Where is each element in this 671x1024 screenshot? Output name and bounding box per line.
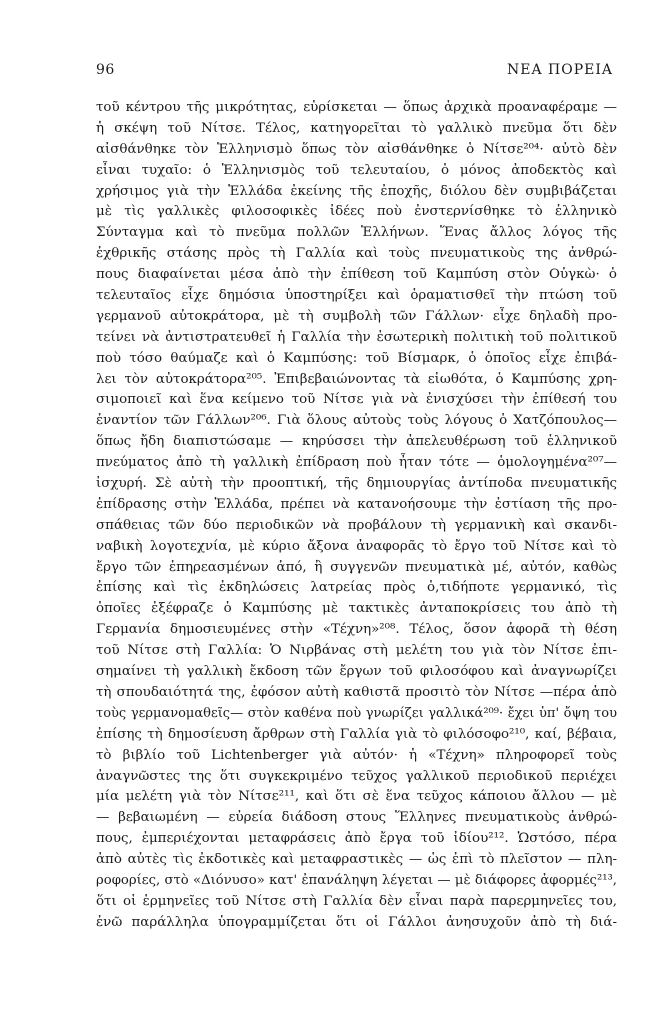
text-line: γερμανοῦ αὐτοκράτορα, μὲ τὴ συμβολὴ τῶν Γάλλων· εἶχε δηλαδὴ προ- [96, 308, 617, 324]
text-line: ἀπὸ αὐτὲς τὶς ἐκδοτικὲς καὶ μεταφραστικὲς — ὡς ἐπὶ τὸ πλεῖστον — πλη- [96, 852, 617, 868]
text-line: ἰσχυρή. Σὲ αὐτὴ τὴν προοπτική, τῆς δημιουργίας ἀντίποδα πνευματικῆς [96, 476, 617, 492]
text-line: χρήσιμος γιὰ τὴν Ἑλλάδα ἐκείνης τῆς ἐποχῆς, διόλου δὲν συμβιβάζεται [96, 183, 617, 199]
text-line: Σύνταγμα καὶ τὸ πνεῦμα πολλῶν Ἑλλήνων. Ἕνας ἄλλος λόγος τῆς [96, 225, 617, 241]
text-line: τὴ σπουδαιότητά της, ἐφόσον αὐτὴ καθιστᾶ προσιτὸ τὸν Νίτσε —πέρα ἀπὸ [96, 684, 617, 700]
text-line: εἶναι τυχαῖο: ὁ Ἑλληνισμὸς τοῦ τελευταίου, ὁ μόνος ἀποδεκτὸς καὶ [96, 162, 617, 178]
text-line: ἀναγνῶστες της ὅτι συγκεκριμένο τεῦχος γαλλικοῦ περιοδικοῦ περιέχει [96, 768, 617, 784]
text-line: πνεύματος ἀπὸ τὴ γαλλικὴ ἐπίδραση ποὺ ἦταν τότε — ὁμολογημένα²⁰⁷— [96, 455, 617, 471]
running-head [96, 62, 613, 84]
text-line: ἐχθρικῆς στάσης πρὸς τὴ Γαλλία καὶ τοὺς πνευματικοὺς της ἀνθρώ- [96, 246, 617, 262]
text-line: ἔργο τῶν ἐπηρεασμένων ἀπό, ἢ συγγενῶν πνευματικὰ μέ, αὐτόν, καθὼς [96, 559, 617, 575]
text-line: ἐπίσης καὶ τὶς ἐκδηλώσεις λατρείας πρὸς ὁ,τιδήποτε γερμανικό, τὶς [96, 580, 617, 596]
text-line: ἐνῶ παράλληλα ὑπογραμμίζεται ὅτι οἱ Γάλλοι ἀνησυχοῦν ἀπὸ τὴ διά- [96, 914, 617, 930]
text-line: σπάθειας τῶν δύο περιοδικῶν νὰ προβάλουν τὴ γερμανικὴ καὶ σκανδι- [96, 517, 617, 533]
text-line: Γερμανία δημοσιευμένες στὴν «Τέχνη»²⁰⁸. Τέλος, ὅσον ἀφορᾶ τὴ θέση [96, 622, 617, 638]
text-line: ὁποῖες ἐξέφραζε ὁ Καμπύσης μὲ τακτικὲς ἀνταποκρίσεις του ἀπὸ τὴ [96, 601, 617, 617]
page-number: 96 [96, 62, 115, 78]
text-line: — βεβαιωμένη — εὐρεία διάδοση στους Ἕλληνες πνευματικοὺς ἀνθρώ- [96, 810, 617, 826]
text-line: ἡ σκέψη τοῦ Νίτσε. Τέλος, κατηγορεῖται τὸ γαλλικὸ πνεῦμα ὅτι δὲν [96, 120, 617, 136]
text-line: αἰσθάνθηκε τὸν Ἑλληνισμὸ ὅπως τὸν αἰσθάνθηκε ὁ Νίτσε²⁰⁴· αὐτὸ δὲν [96, 141, 617, 157]
text-line: λει τὸν αὐτοκράτορα²⁰⁵. Ἐπιβεβαιώνοντας τὰ εἰωθότα, ὁ Καμπύσης χρη- [96, 371, 617, 387]
text-line: ἐναντίον τῶν Γάλλων²⁰⁶. Γιὰ ὅλους αὐτοὺς τοὺς λόγους ὁ Χατζόπουλος— [96, 413, 617, 429]
text-line: τοὺς γερμανομαθεῖς— στὸν καθένα ποὺ γνωρίζει γαλλικά²⁰⁹· ἔχει ὑπ' ὄψη του [96, 705, 617, 721]
text-line: τελευταῖος εἶχε δημόσια ὑποστηρίξει καὶ ὁραματισθεῖ τὴν πτώση τοῦ [96, 288, 617, 304]
text-line: ποὺ τόσο θαύμαζε καὶ ὁ Καμπύσης: τοῦ Βίσμαρκ, ὁ ὁποῖος εἶχε ἐπιβά- [96, 350, 617, 366]
text-line: ἐπίδρασης στὴν Ἑλλάδα, πρέπει νὰ κατανοήσουμε τὴν ἐστίαση τῆς προ- [96, 496, 617, 512]
text-line: τείνει νὰ ἀντιστρατευθεῖ ἡ Γαλλία τὴν ἐσωτερικὴ πολιτικὴ τοῦ πολιτικοῦ [96, 329, 617, 345]
text-line: ροφορίες, στὸ «Διόνυσο» κατ' ἐπανάληψη λέγεται — μὲ διάφορες ἀφορμές²¹³, [96, 872, 617, 888]
text-line: μία μελέτη γιὰ τὸν Νίτσε²¹¹, καὶ ὅτι σὲ ἕνα τεῦχος κάποιου ἄλλου — μὲ [96, 789, 617, 805]
text-line: τοῦ Νίτσε στὴ Γαλλία: Ὁ Νιρβάνας στὴ μελέτη του γιὰ τὸν Νίτσε ἐπι- [96, 643, 617, 659]
body-text [96, 98, 617, 934]
text-line: ὅπως ἤδη διαπιστώσαμε — κηρύσσει τὴν ἀπελευθέρωση τοῦ ἑλληνικοῦ [96, 434, 617, 450]
text-line: ναβικὴ λογοτεχνία, μὲ κύριο ἄξονα ἀναφορᾶς τὸ ἔργο τοῦ Νίτσε καὶ τὸ [96, 538, 617, 554]
text-line: πους διαφαίνεται μέσα ἀπὸ τὴν ἐπίθεση τοῦ Καμπύση στὸν Οὐγκὼ· ὁ [96, 267, 617, 283]
text-line: τοῦ κέντρου τῆς μικρότητας, εὑρίσκεται — ὅπως ἀρχικὰ προαναφέραμε — [96, 100, 617, 115]
text-line: σιμοποιεῖ καὶ ἕνα κείμενο τοῦ Νίτσε γιὰ νὰ ἐνισχύσει τὴν ἐπίθεσή του [96, 392, 617, 408]
text-line: σημαίνει τὴ γαλλικὴ ἔκδοση τῶν ἔργων τοῦ φιλοσόφου καὶ ἀναγνωρίζει [96, 664, 617, 680]
text-line: ἐπίσης τὴ δημοσίευση ἄρθρων στὴ Γαλλία γιὰ τὸ φιλόσοφο²¹⁰, καί, βέβαια, [96, 726, 617, 742]
journal-title: ΝΕΑ ΠΟΡΕΙΑ [507, 62, 613, 78]
text-line: μὲ τὶς γαλλικὲς φιλοσοφικὲς ἰδέες ποὺ ἐνστερνίσθηκε τὸ ἑλληνικὸ [96, 204, 617, 220]
text-line: πους, ἐμπεριέχονται μεταφράσεις ἀπὸ ἔργα τοῦ ἰδίου²¹². Ὡστόσο, πέρα [96, 831, 617, 847]
text-line: ὅτι οἱ ἑρμηνεῖες τοῦ Νίτσε στὴ Γαλλία δὲν εἶναι παρὰ παρερμηνεῖες του, [96, 893, 617, 909]
text-line: τὸ βιβλίο τοῦ Lichtenberger γιὰ αὐτόν· ἡ «Τέχνη» πληροφορεῖ τοὺς [96, 747, 617, 763]
